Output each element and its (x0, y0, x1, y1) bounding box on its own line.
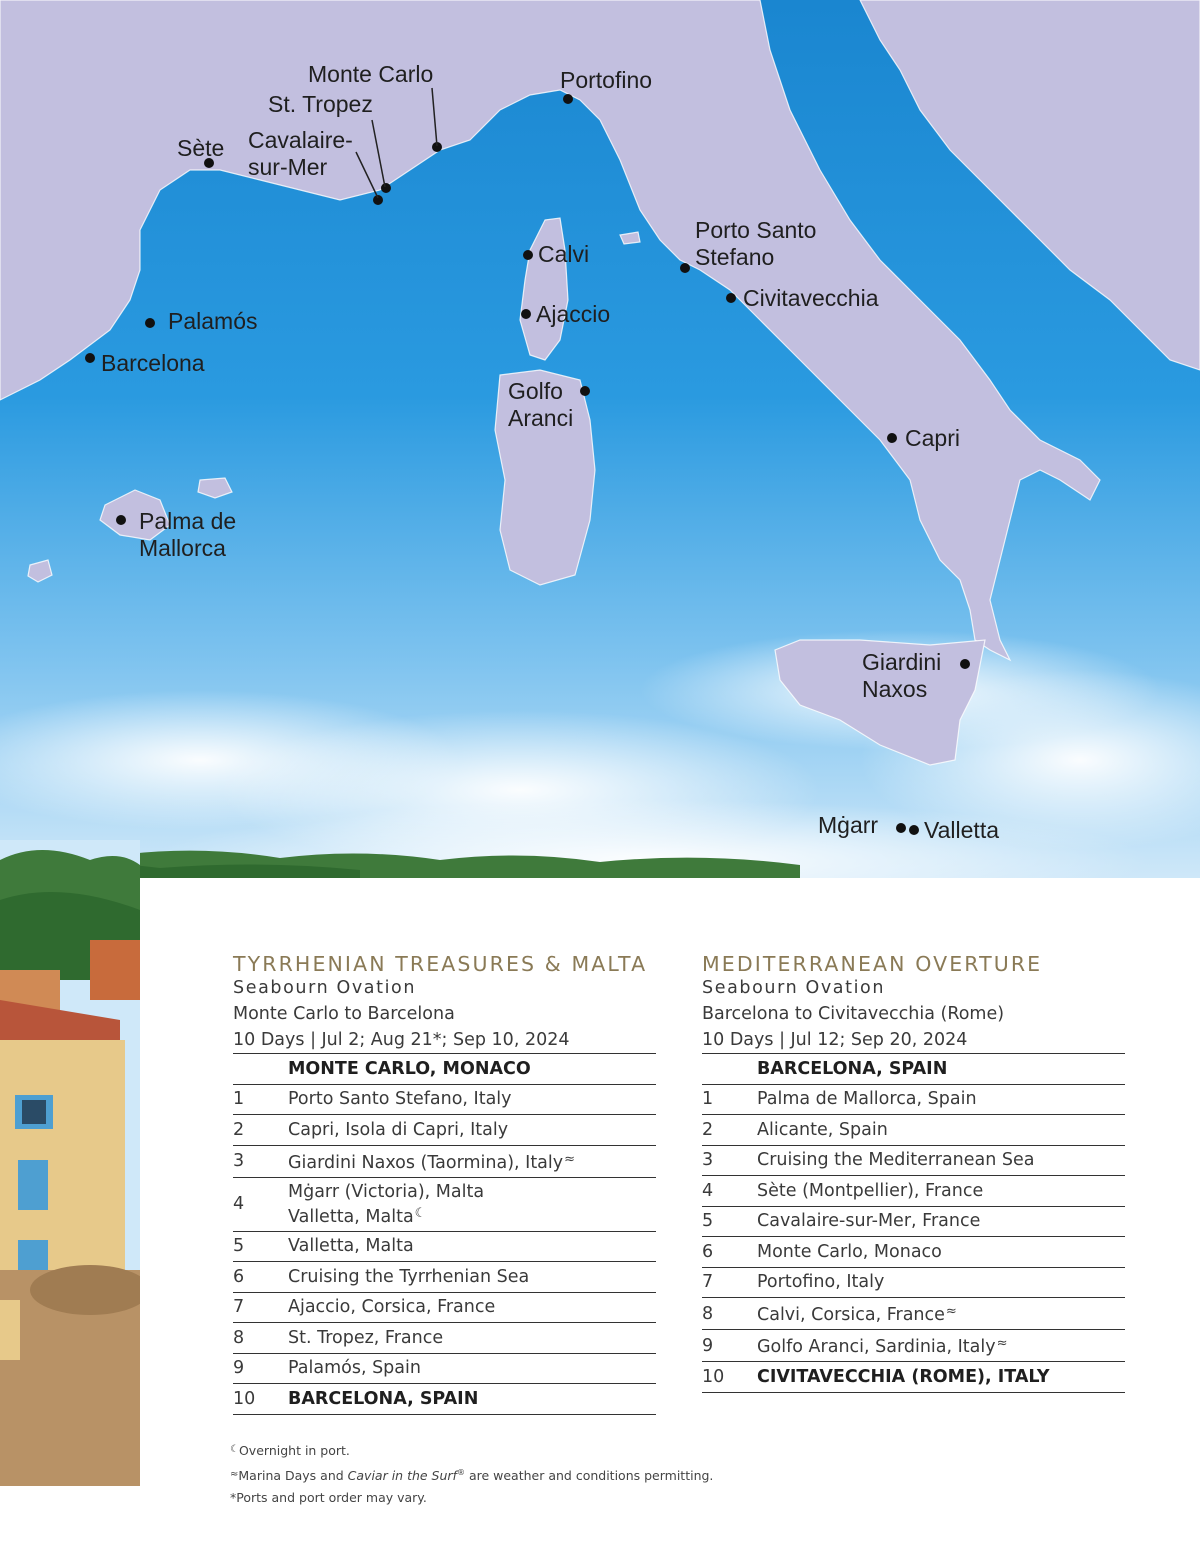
port-label: Calvi (538, 241, 590, 267)
cruise-route: Barcelona to Civitavecchia (Rome) (702, 1004, 1005, 1024)
port-name: Alicante, Spain (757, 1119, 888, 1140)
port-label: Monte Carlo (308, 61, 434, 87)
port-dot (680, 263, 690, 273)
footnote-ports: *Ports and port order may vary. (230, 1490, 427, 1506)
itinerary-row (233, 1146, 656, 1178)
port-dot (523, 250, 533, 260)
port-dot (145, 318, 155, 328)
day-number: 8 (702, 1303, 714, 1324)
itinerary-row (233, 1354, 656, 1385)
port-name: Portofino, Italy (757, 1272, 885, 1293)
port-dot (563, 94, 573, 104)
waves-icon: ≈ (564, 1151, 576, 1167)
day-number: 3 (702, 1150, 714, 1171)
port-dot (521, 309, 531, 319)
waves-icon: ≈ (230, 1469, 239, 1481)
day-number: 10 (233, 1388, 256, 1409)
day-number: 9 (702, 1335, 714, 1356)
itinerary-row (702, 1115, 1125, 1146)
itinerary-table (233, 1053, 656, 1415)
cruise-route: Monte Carlo to Barcelona (233, 1004, 455, 1024)
port-label: Palma de Mallorca (139, 508, 237, 561)
itinerary-row (702, 1268, 1125, 1299)
itinerary-row (233, 1384, 656, 1415)
port-dot (960, 659, 970, 669)
port-label: Golfo Aranci (508, 378, 574, 431)
itinerary-row (702, 1237, 1125, 1268)
itinerary-row (702, 1362, 1125, 1393)
day-number: 2 (702, 1119, 714, 1140)
port-label: Ajaccio (536, 301, 611, 327)
port-name: BARCELONA, SPAIN (288, 1388, 479, 1409)
cruise-title: MEDITERRANEAN OVERTURE (702, 952, 1043, 976)
cruise-dates: 10 Days | Jul 2; Aug 21*; Sep 10, 2024 (233, 1030, 570, 1050)
port-dot (909, 825, 919, 835)
day-number: 1 (702, 1089, 714, 1110)
port-label: Sète (177, 135, 225, 161)
port-dot (726, 293, 736, 303)
port-dot (896, 823, 906, 833)
itinerary-row (702, 1298, 1125, 1330)
itinerary-row (233, 1262, 656, 1293)
itinerary-row (702, 1207, 1125, 1238)
port-label: Valletta (924, 817, 1000, 843)
itinerary-row (233, 1054, 656, 1085)
itinerary-row (233, 1178, 656, 1232)
itinerary-row (233, 1085, 656, 1116)
port-name: Giardini Naxos (Taormina), Italy≈ (288, 1151, 576, 1173)
port-label: Portofino (560, 67, 653, 93)
day-number: 2 (233, 1119, 245, 1140)
footnotes (230, 1439, 713, 1509)
cruise-title: TYRRHENIAN TREASURES & MALTA (233, 952, 648, 976)
moon-icon: ☾ (414, 1205, 427, 1221)
port-name: Cruising the Mediterranean Sea (757, 1150, 1035, 1171)
cruise-dates: 10 Days | Jul 12; Sep 20, 2024 (702, 1030, 968, 1050)
town-photo (0, 840, 140, 1486)
itinerary-row (702, 1176, 1125, 1207)
cruise-card (233, 952, 656, 1415)
port-marker-barcelona (85, 350, 205, 376)
port-name: Calvi, Corsica, France≈ (757, 1304, 957, 1325)
ship-name: Seabourn Ovation (702, 978, 886, 998)
day-number: 5 (702, 1211, 714, 1232)
port-marker-civitavecchia (726, 285, 879, 311)
port-name: Valletta, Malta (288, 1236, 414, 1257)
ship-name: Seabourn Ovation (233, 978, 417, 998)
port-name: Sète (Montpellier), France (757, 1180, 984, 1201)
port-label: St. Tropez (268, 91, 373, 117)
day-number: 9 (233, 1358, 245, 1379)
port-dot (580, 386, 590, 396)
itinerary-row (233, 1232, 656, 1263)
port-dot (116, 515, 126, 525)
port-label: Mġarr (818, 812, 879, 838)
day-number: 1 (233, 1089, 245, 1110)
port-label: Barcelona (101, 350, 205, 376)
day-number: 5 (233, 1236, 245, 1257)
port-label: Palamós (168, 308, 258, 334)
port-name: Cruising the Tyrrhenian Sea (288, 1266, 530, 1287)
port-name: Monte Carlo, Monaco (757, 1241, 942, 1262)
waves-icon: ≈ (945, 1304, 957, 1319)
port-name: St. Tropez, France (288, 1327, 444, 1348)
itinerary-row (233, 1293, 656, 1324)
day-number: 8 (233, 1327, 245, 1348)
cruise-card (702, 952, 1125, 1393)
port-label: Porto Santo Stefano (695, 217, 817, 270)
port-dot (887, 433, 897, 443)
day-number: 3 (233, 1151, 245, 1171)
day-number: 4 (702, 1180, 714, 1201)
port-name: Porto Santo Stefano, Italy (288, 1089, 512, 1110)
port-dot (381, 183, 391, 193)
waves-icon: ≈ (996, 1336, 1008, 1351)
day-number: 6 (702, 1241, 714, 1262)
day-number: 7 (233, 1297, 245, 1318)
port-name: Palma de Mallorca, Spain (757, 1089, 977, 1110)
itinerary-table (702, 1053, 1125, 1393)
port-dot (85, 353, 95, 363)
itinerary-row (233, 1323, 656, 1354)
itinerary-row (702, 1146, 1125, 1177)
day-number: 4 (233, 1194, 245, 1214)
port-label: Capri (905, 425, 960, 451)
moon-icon: ☾ (230, 1444, 239, 1455)
itinerary-row (702, 1054, 1125, 1085)
day-number: 7 (702, 1272, 714, 1293)
day-number: 6 (233, 1266, 245, 1287)
port-label: Civitavecchia (743, 285, 879, 311)
port-name: CIVITAVECCHIA (ROME), ITALY (757, 1366, 1050, 1387)
port-name: Palamós, Spain (288, 1358, 421, 1379)
port-name: MONTE CARLO, MONACO (288, 1058, 531, 1079)
port-name: Capri, Isola di Capri, Italy (288, 1119, 509, 1140)
footnote-marina: ≈Marina Days and Caviar in the Surf® are weather and conditions permitting. (230, 1468, 714, 1484)
port-name: Ajaccio, Corsica, France (288, 1297, 496, 1318)
footnote-overnight: ☾Overnight in port. (230, 1443, 350, 1458)
itinerary-row (702, 1330, 1125, 1362)
port-name: Cavalaire-sur-Mer, France (757, 1211, 981, 1232)
port-name: BARCELONA, SPAIN (757, 1058, 948, 1079)
itinerary-row (233, 1115, 656, 1146)
port-label: Giardini Naxos (862, 649, 942, 702)
port-name: Mġarr (Victoria), Malta Valletta, Malta☾ (288, 1181, 485, 1227)
day-number: 10 (702, 1366, 725, 1387)
port-label: Cavalaire-sur-Mer (248, 127, 353, 180)
itinerary-row (702, 1085, 1125, 1116)
port-name: Golfo Aranci, Sardinia, Italy≈ (757, 1336, 1008, 1357)
